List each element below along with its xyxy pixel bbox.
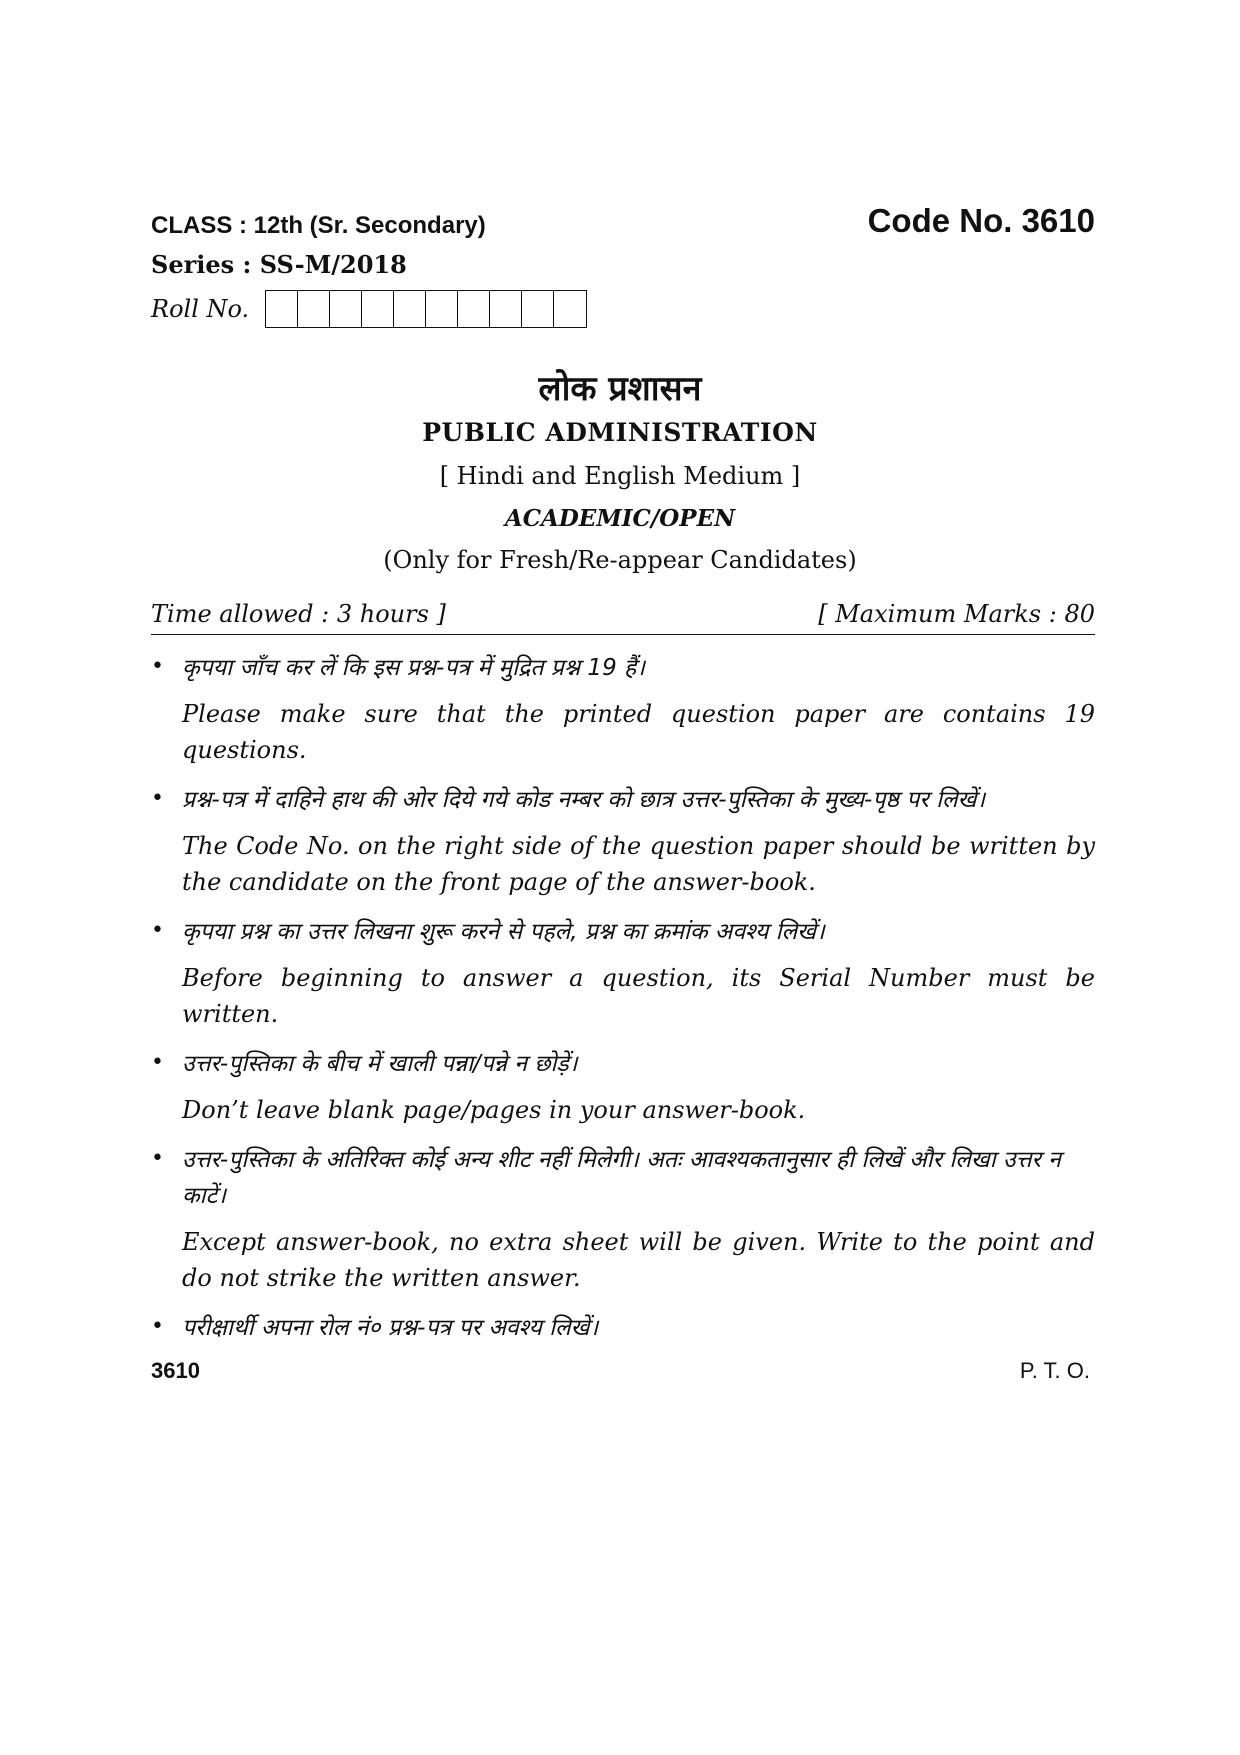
instruction-item xyxy=(151,650,1095,768)
roll-number-box[interactable] xyxy=(458,291,490,327)
medium-label: [ Hindi and English Medium ] xyxy=(439,462,801,490)
roll-number-box[interactable] xyxy=(266,291,298,327)
instruction-item xyxy=(151,1310,1095,1346)
instruction-english: Don’t leave blank page/pages in your answer-book. xyxy=(182,1096,806,1124)
bullet-icon: • xyxy=(151,1050,164,1075)
roll-number-row xyxy=(151,290,587,328)
roll-number-box[interactable] xyxy=(554,291,586,327)
instruction-item xyxy=(151,1142,1095,1296)
series-label: Series : SS-M/2018 xyxy=(151,250,407,279)
roll-number-label: Roll No. xyxy=(151,295,250,323)
time-allowed: Time allowed : 3 hours ] xyxy=(151,600,446,628)
divider xyxy=(151,634,1095,635)
instruction-hindi: कृपया जाँच कर लें कि इस प्रश्न-पत्र में मुद्रित प्रश्न 19 हैं। xyxy=(182,655,645,681)
roll-number-box[interactable] xyxy=(394,291,426,327)
maximum-marks: [ Maximum Marks : 80 xyxy=(818,600,1095,628)
instruction-english: Except answer-book, no extra sheet will be given. Write to the point and do not strike the written answer. xyxy=(182,1228,1095,1292)
instructions-list xyxy=(151,650,1095,1360)
footer-code: 3610 xyxy=(151,1358,200,1383)
instruction-hindi: कृपया प्रश्न का उत्तर लिखना शुरू करने से पहले, प्रश्न का क्रमांक अवश्य लिखें। xyxy=(182,919,825,945)
bullet-icon: • xyxy=(151,1146,164,1171)
roll-number-box[interactable] xyxy=(298,291,330,327)
bullet-icon: • xyxy=(151,786,164,811)
instruction-item xyxy=(151,782,1095,900)
instruction-english: Please make sure that the printed question paper are contains 19 questions. xyxy=(182,700,1095,764)
bullet-icon: • xyxy=(151,918,164,943)
instruction-hindi: परीक्षार्थी अपना रोल नं० प्रश्न-पत्र पर अवश्य लिखें। xyxy=(182,1315,599,1341)
subject-title-english: PUBLIC ADMINISTRATION xyxy=(422,418,818,447)
instruction-hindi: उत्तर-पुस्तिका के बीच में खाली पन्ना/पन्ने न छोड़ें। xyxy=(182,1051,578,1077)
roll-number-boxes[interactable] xyxy=(265,290,587,328)
instruction-english: The Code No. on the right side of the question paper should be written by the candidate on the front page of the answer-book. xyxy=(182,832,1095,896)
time-marks-row xyxy=(151,600,1095,628)
footer-pto: P. T. O. xyxy=(1019,1358,1090,1383)
roll-number-box[interactable] xyxy=(330,291,362,327)
subject-title-hindi: लोक प्रशासन xyxy=(538,369,702,409)
stream-label: ACADEMIC/OPEN xyxy=(504,505,736,532)
instruction-hindi: प्रश्न-पत्र में दाहिने हाथ की ओर दिये गये कोड नम्बर को छात्र उत्तर-पुस्तिका के मुख्य-पृष्ठ पर लिखें। xyxy=(182,787,986,813)
bullet-icon: • xyxy=(151,1314,164,1339)
roll-number-box[interactable] xyxy=(362,291,394,327)
roll-number-box[interactable] xyxy=(490,291,522,327)
bullet-icon: • xyxy=(151,654,164,679)
instruction-item xyxy=(151,914,1095,1032)
code-number: Code No. 3610 xyxy=(867,202,1095,239)
roll-number-box[interactable] xyxy=(426,291,458,327)
candidates-note: (Only for Fresh/Re-appear Candidates) xyxy=(383,546,857,574)
instruction-item xyxy=(151,1046,1095,1128)
class-label: CLASS : 12th (Sr. Secondary) xyxy=(151,212,486,239)
roll-number-box[interactable] xyxy=(522,291,554,327)
instruction-hindi: उत्तर-पुस्तिका के अतिरिक्त कोई अन्य शीट नहीं मिलेगी। अतः आवश्यकतानुसार ही लिखें और लिखा उत्तर न काटें। xyxy=(182,1147,1061,1209)
instruction-english: Before beginning to answer a question, its Serial Number must be written. xyxy=(182,964,1095,1028)
